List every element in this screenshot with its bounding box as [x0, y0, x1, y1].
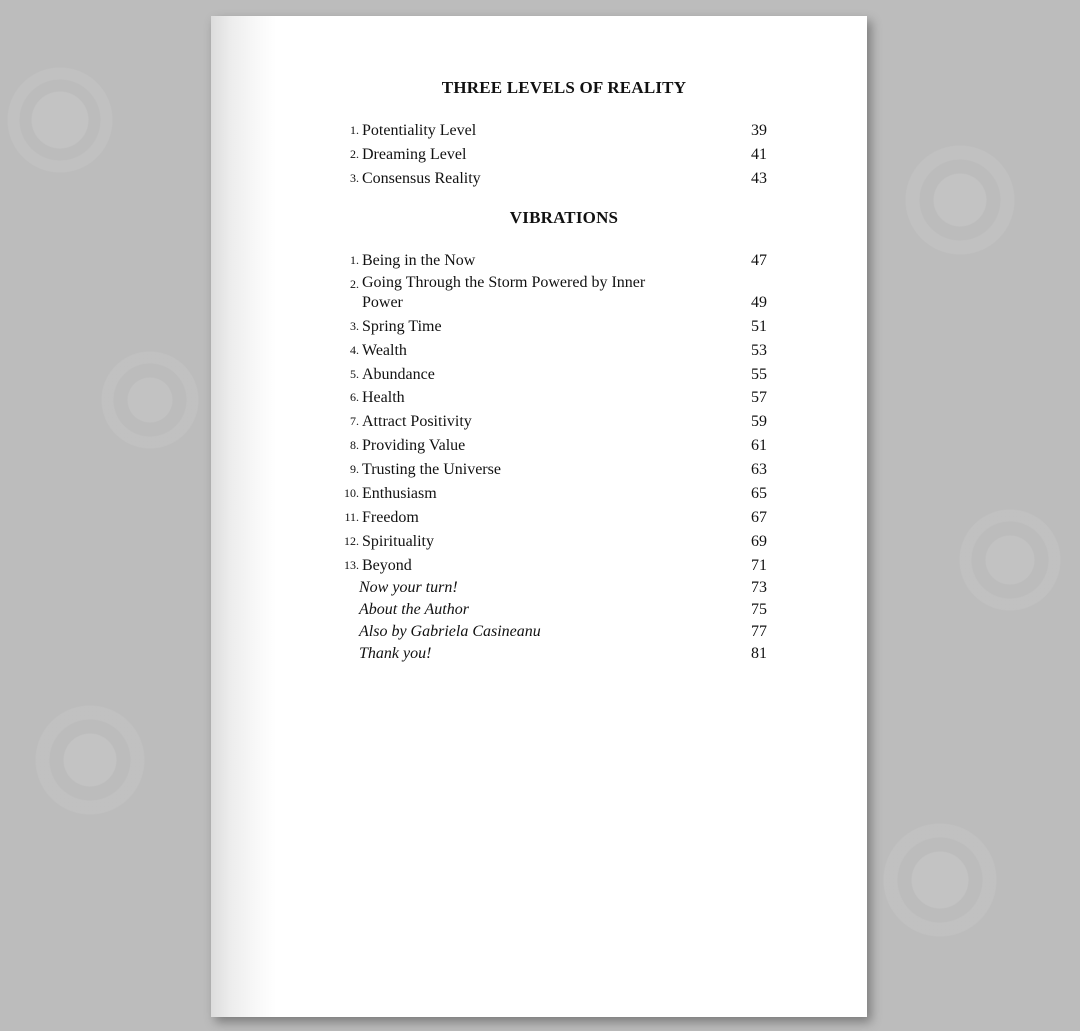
toc-entry-back-matter[interactable]	[331, 600, 767, 620]
toc-entry-page: 59	[751, 413, 767, 431]
toc-entry-number: 8.	[350, 438, 359, 453]
toc-entry-page: 43	[751, 169, 767, 187]
toc-entry[interactable]	[331, 119, 767, 141]
toc-entry-page: 61	[751, 437, 767, 455]
toc-entry-page: 41	[751, 145, 767, 163]
toc-entry-title: Spring Time	[362, 317, 442, 335]
toc-entry[interactable]	[331, 363, 767, 385]
toc-entry-number: 2.	[350, 146, 359, 161]
toc-entry-page: 65	[751, 485, 767, 503]
toc-entry-title: Now your turn!	[359, 579, 458, 596]
toc-entry-page: 39	[751, 122, 767, 139]
toc-entry-title: Freedom	[362, 508, 419, 526]
toc-entry-title: Health	[362, 389, 405, 407]
toc-entry-number: 1.	[350, 123, 359, 137]
book-page	[211, 16, 867, 1017]
toc-entry-title: Going Through the Storm Powered by Inner Power	[362, 273, 646, 311]
toc-entry-title: Wealth	[362, 341, 407, 359]
toc-entry[interactable]	[331, 554, 767, 576]
toc-entry-back-matter[interactable]	[331, 578, 767, 598]
toc-entry-title: Consensus Reality	[362, 169, 481, 187]
toc-entry-page: 57	[751, 389, 767, 407]
toc-entry[interactable]	[331, 530, 767, 552]
toc-entry-back-matter[interactable]	[331, 622, 767, 642]
toc-entry-page: 81	[751, 644, 767, 662]
toc-entry-number: 6.	[350, 390, 359, 405]
toc-entry-number: 9.	[350, 462, 359, 477]
toc-entry-title: Being in the Now	[362, 252, 476, 269]
toc-entry-title: Enthusiasm	[362, 485, 437, 503]
toc-entry-number: 11.	[344, 509, 359, 524]
toc-entry-page: 75	[751, 600, 767, 618]
toc-entry-number: 3.	[350, 170, 359, 185]
toc-entry-title: Beyond	[362, 556, 412, 574]
toc-entry[interactable]	[331, 339, 767, 361]
toc-entry-number: 1.	[350, 253, 359, 267]
toc-list-back-matter	[331, 578, 767, 666]
toc-entry-number: 12.	[344, 533, 359, 548]
toc-entry-number: 7.	[350, 414, 359, 429]
toc-entry-number: 4.	[350, 342, 359, 357]
toc-entry-number: 3.	[350, 318, 359, 333]
toc-entry[interactable]	[331, 273, 767, 313]
toc-entry-title: Also by Gabriela Casineanu	[359, 622, 541, 640]
toc-entry-page: 49	[751, 293, 767, 311]
toc-entry-number: 5.	[350, 366, 359, 381]
toc-entry-number: 10.	[344, 486, 359, 501]
toc-entry-page: 69	[751, 532, 767, 550]
toc-entry[interactable]	[331, 458, 767, 480]
toc-entry-page: 77	[751, 622, 767, 640]
toc-entry-back-matter[interactable]	[331, 644, 767, 664]
section-title-vibrations: VIBRATIONS	[509, 208, 619, 227]
toc-entry[interactable]	[331, 315, 767, 337]
toc-entry[interactable]	[331, 410, 767, 432]
toc-entry-page: 53	[751, 341, 767, 359]
toc-entry-title: Attract Positivity	[362, 413, 472, 431]
toc-entry[interactable]	[331, 249, 767, 271]
toc-entry-page: 73	[751, 579, 767, 596]
toc-entry[interactable]	[331, 386, 767, 408]
toc-entry[interactable]	[331, 167, 767, 189]
toc-entry-title: Dreaming Level	[362, 145, 467, 163]
toc-list-vibrations	[331, 249, 767, 578]
toc-entry[interactable]	[331, 143, 767, 165]
toc-entry-number: 2.	[350, 276, 359, 291]
toc-entry-title: Providing Value	[362, 437, 466, 455]
toc-entry-title: Trusting the Universe	[362, 461, 501, 479]
toc-entry-title: Spirituality	[362, 532, 434, 550]
toc-entry-number: 13.	[344, 557, 359, 572]
section-title-three-levels: THREE LEVELS OF REALITY	[441, 78, 687, 97]
toc-entry-title: Potentiality Level	[362, 122, 477, 139]
toc-entry-page: 55	[751, 365, 767, 383]
toc-entry-page: 71	[751, 556, 767, 574]
toc-entry-page: 47	[751, 252, 767, 269]
toc-list-three-levels	[331, 119, 767, 191]
toc-entry[interactable]	[331, 434, 767, 456]
toc-entry-title: Abundance	[362, 365, 435, 383]
toc-entry-title: About the Author	[359, 600, 469, 618]
toc-entry-page: 67	[751, 508, 767, 526]
toc-entry[interactable]	[331, 506, 767, 528]
toc-entry-title: Thank you!	[359, 644, 432, 662]
toc-entry-page: 63	[751, 461, 767, 479]
toc-entry-page: 51	[751, 317, 767, 335]
toc-entry[interactable]	[331, 482, 767, 504]
